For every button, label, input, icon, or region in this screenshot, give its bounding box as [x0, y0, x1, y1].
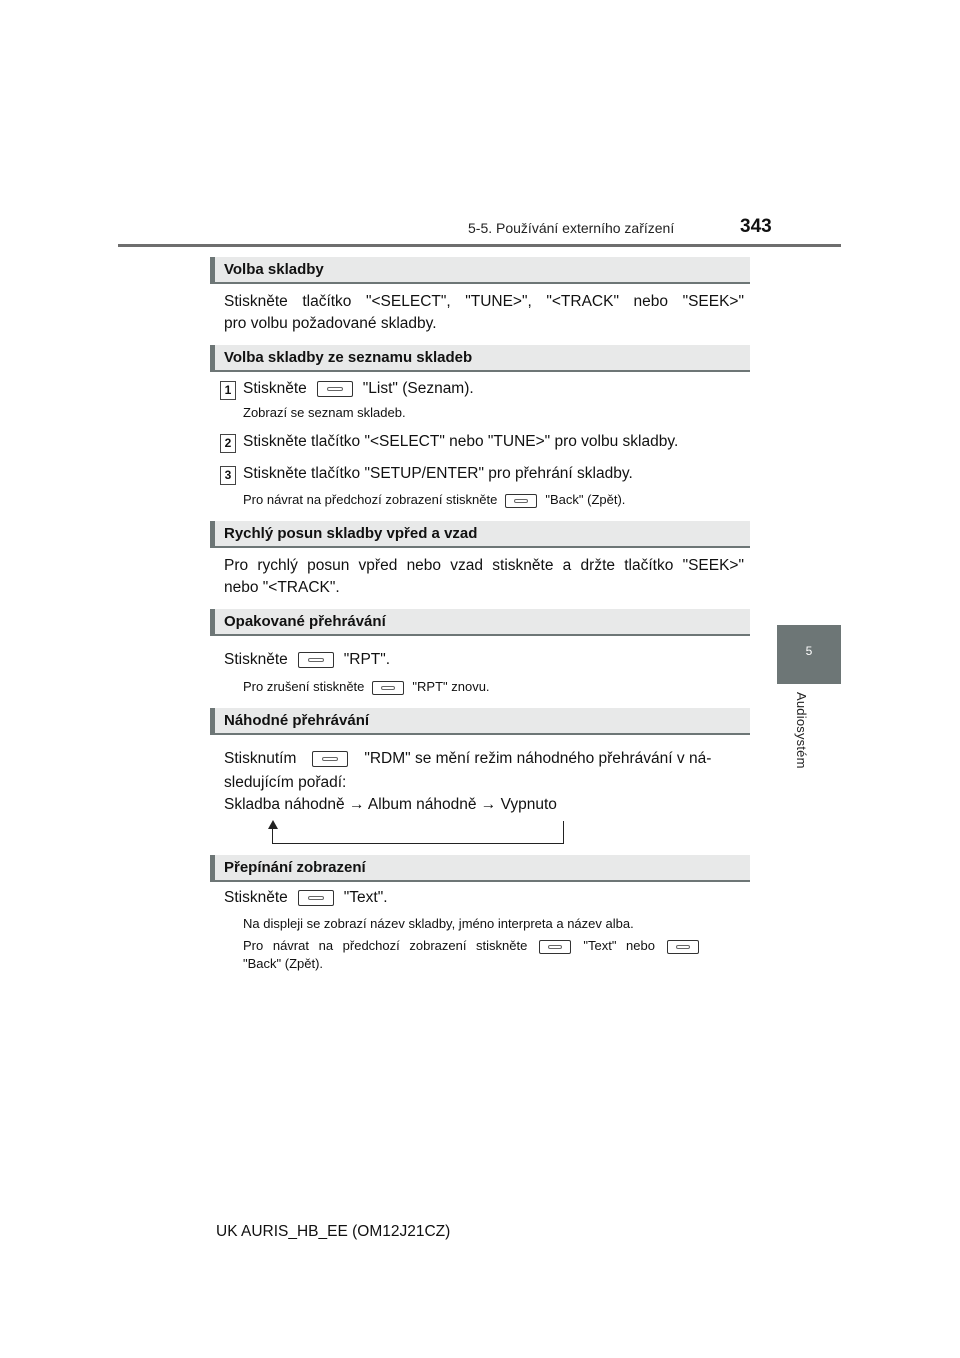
opakovane-note-post: "RPT" znovu. — [412, 679, 490, 694]
nahodne-text-pre: Stisknutím — [224, 750, 297, 767]
step3-note-pre: Pro návrat na předchozí zobrazení stiskněte — [243, 492, 498, 507]
text-button-icon-small — [539, 940, 571, 954]
zobrazeni-note2 — [243, 938, 743, 954]
opakovane-text-post: "RPT". — [343, 651, 391, 668]
nahodne-text-post: "RDM" se mění režim náhodného přehrávání v ná- — [364, 750, 712, 767]
step3-note-post: "Back" (Zpět). — [545, 492, 626, 507]
chapter-tab-number: 5 — [805, 644, 813, 658]
rpt-button-icon-small — [372, 681, 404, 695]
cycle-line — [272, 826, 273, 844]
step1-text — [243, 378, 474, 400]
step1-note: Zobrazí se seznam skladeb. — [243, 405, 406, 420]
back-button-icon-small — [667, 940, 699, 954]
nahodne-text-line2: sledujícím pořadí: — [224, 774, 347, 791]
chapter-tab-label: Audiosystém — [794, 692, 809, 769]
zobrazeni-note1: Na displeji se zobrazí název skladby, jméno interpreta a název alba. — [243, 916, 634, 931]
nahodne-text-line1 — [224, 748, 748, 770]
step-number-3: 3 — [220, 466, 236, 485]
opakovane-note-pre: Pro zrušení stiskněte — [243, 679, 365, 694]
list-button-icon — [317, 381, 353, 397]
nahodne-cycle-text: Skladba náhodně → Album náhodně → Vypnuto — [224, 796, 557, 813]
section-heading-nahodne: Náhodné přehrávání — [210, 708, 750, 735]
opakovane-note — [243, 679, 490, 695]
page-number: 343 — [740, 216, 772, 237]
back-button-icon — [505, 494, 537, 508]
rpt-button-icon — [298, 652, 334, 668]
zobrazeni-note2-pre: Pro návrat na předchozí zobrazení stiskněte — [243, 938, 528, 953]
zobrazeni-text-pre: Stiskněte — [224, 889, 288, 906]
step2-text: Stiskněte tlačítko "<SELECT" nebo "TUNE>" pro volbu skladby. — [243, 433, 679, 450]
step1-text-pre: Stiskněte — [243, 380, 307, 397]
posun-text-line2: nebo "<TRACK". — [224, 579, 340, 596]
zobrazeni-text-post: "Text". — [343, 889, 388, 906]
rdm-button-icon — [312, 751, 348, 767]
step-number-2: 2 — [220, 434, 236, 453]
zobrazeni-note2-mid: "Text" nebo — [583, 938, 655, 953]
opakovane-text — [224, 649, 390, 671]
header-section-title: 5-5. Používání externího zařízení — [468, 220, 675, 236]
step-number-1: 1 — [220, 381, 236, 400]
section-heading-seznam: Volba skladby ze seznamu skladeb — [210, 345, 750, 372]
section-heading-opakovane: Opakované přehrávání — [210, 609, 750, 636]
volba-text-line2: pro volbu požadované skladby. — [224, 315, 437, 332]
footer-model-code: UK AURIS_HB_EE (OM12J21CZ) — [216, 1223, 451, 1240]
text-button-icon — [298, 890, 334, 906]
zobrazeni-note2-line2: "Back" (Zpět). — [243, 956, 324, 971]
cycle-line — [272, 843, 564, 844]
step3-text: Stiskněte tlačítko "SETUP/ENTER" pro přehrání skladby. — [243, 465, 633, 482]
cycle-line — [563, 821, 564, 844]
step3-note — [243, 492, 625, 508]
step1-text-post: "List" (Seznam). — [362, 380, 474, 397]
header-divider — [118, 244, 841, 247]
posun-text-line1: Pro rychlý posun vpřed nebo vzad stiskněte a držte tlačítko "SEEK>" — [224, 557, 744, 574]
section-heading-posun: Rychlý posun skladby vpřed a vzad — [210, 521, 750, 548]
zobrazeni-text — [224, 887, 388, 909]
volba-text-line1: Stiskněte tlačítko "<SELECT", "TUNE>", "<TRACK" nebo "SEEK>" — [224, 293, 744, 310]
section-heading-volba: Volba skladby — [210, 257, 750, 284]
section-heading-zobrazeni: Přepínání zobrazení — [210, 855, 750, 882]
opakovane-text-pre: Stiskněte — [224, 651, 288, 668]
